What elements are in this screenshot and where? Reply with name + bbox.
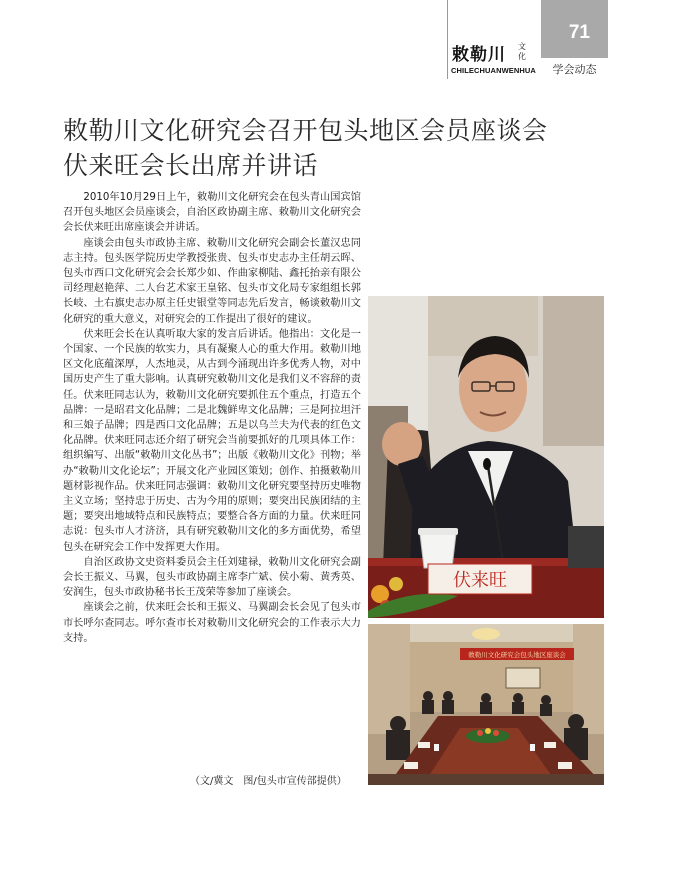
paragraph: 座谈会之前，伏来旺会长和王振义、马翼副会长会见了包头市市长呼尔查同志。呼尔查市长对敕勒川文化研究会的工作表示大力支持。 <box>63 602 361 644</box>
paragraph: 2010年10月29日上午，敕勒川文化研究会在包头青山国宾馆召开包头地区会员座谈会，自治区政协副主席、敕勒川文化研究会会长伏来旺出席座谈会并讲话。 <box>63 192 361 234</box>
section-label: 学会动态 <box>552 63 597 76</box>
photo-credit: （文/冀文 图/包头市宣传部提供） <box>190 776 347 787</box>
meeting-banner-text: 敕勒川文化研究会包头地区座谈会 <box>468 651 566 659</box>
paragraph: 座谈会由包头市政协主席、敕勒川文化研究会副会长董汉忠同志主持。包头医学院历史学教授张贵、包头市史志办主任胡云晖、包头市西口文化研究会会长郑少如、作曲家柳陆、鑫托抬亲有限公司经理赵艳萍、二人台艺术家王皇铭、包头市文化局专家组组长郭长岐、土右旗史志办原主任史银堂等同志先后发言，畅谈敕勒川文化研究的重大意义，对研究会的工作提出了很好的建议。 <box>63 237 361 325</box>
article-title <box>63 113 603 183</box>
nameplate-text: 伏来旺 <box>453 570 507 591</box>
title-line-1: 敕勒川文化研究会召开包头地区会员座谈会 <box>63 116 548 145</box>
masthead-pinyin: CHILECHUANWENHUA <box>451 66 536 75</box>
title-line-2: 伏来旺会长出席并讲话 <box>63 151 319 180</box>
paragraph: 伏来旺会长在认真听取大家的发言后讲话。他指出：文化是一个国家、一个民族的软实力，具有凝聚人心的重大作用。敕勒川地区文化底蕴深厚，人杰地灵，从古到今涌现出许多优秀人物，对中国历史产生了重大影响。认真研究敕勒川文化是我们义不容辞的责任。伏来旺同志认为，敕勒川文化研究要抓住五个重点，打造五个品牌：一是昭君文化品牌；二是北魏鲜卑文化品牌；三是阿拉坦汗和三娘子品牌；四是西口文化品牌；五是以乌兰夫为代表的红色文化品牌。伏来旺同志还介绍了研究会当前要抓好的几项具体工作：组织编写、出版“敕勒川文化丛书”；出版《敕勒川文化》刊物；举办“敕勒川文化论坛”；开展文化产业园区策划；创作、拍摄敕勒川题材影视作品。伏来旺同志强调：敕勒川文化研究要坚持历史唯物主义立场；坚持忠于历史、古为今用的原则；要突出民族团结的主题；要突出地域特点和民族特点；要整合各方面的力量。伏来旺同志说：包头市人才济济，具有研究敕勒川文化的多方面优势，希望包头在研究会工作中发挥更大作用。 <box>63 328 361 553</box>
page-number: 71 <box>568 22 590 43</box>
meeting-photo <box>368 624 604 785</box>
page-number-band <box>541 0 608 58</box>
masthead-calligraphy: 敕勒川 <box>452 45 506 65</box>
paragraph: 自治区政协文史资料委员会主任刘建禄，敕勒川文化研究会副会长王振义、马翼，包头市政协副主席李广斌、侯小菊、黄秀英、安润生，包头市政协秘书长王茂荣等参加了座谈会。 <box>63 556 361 599</box>
masthead-logo <box>447 0 542 79</box>
article-body <box>63 190 361 646</box>
page-number-box <box>541 0 608 79</box>
masthead-small-text: 文化 <box>518 42 526 61</box>
speaker-photo <box>368 296 604 618</box>
